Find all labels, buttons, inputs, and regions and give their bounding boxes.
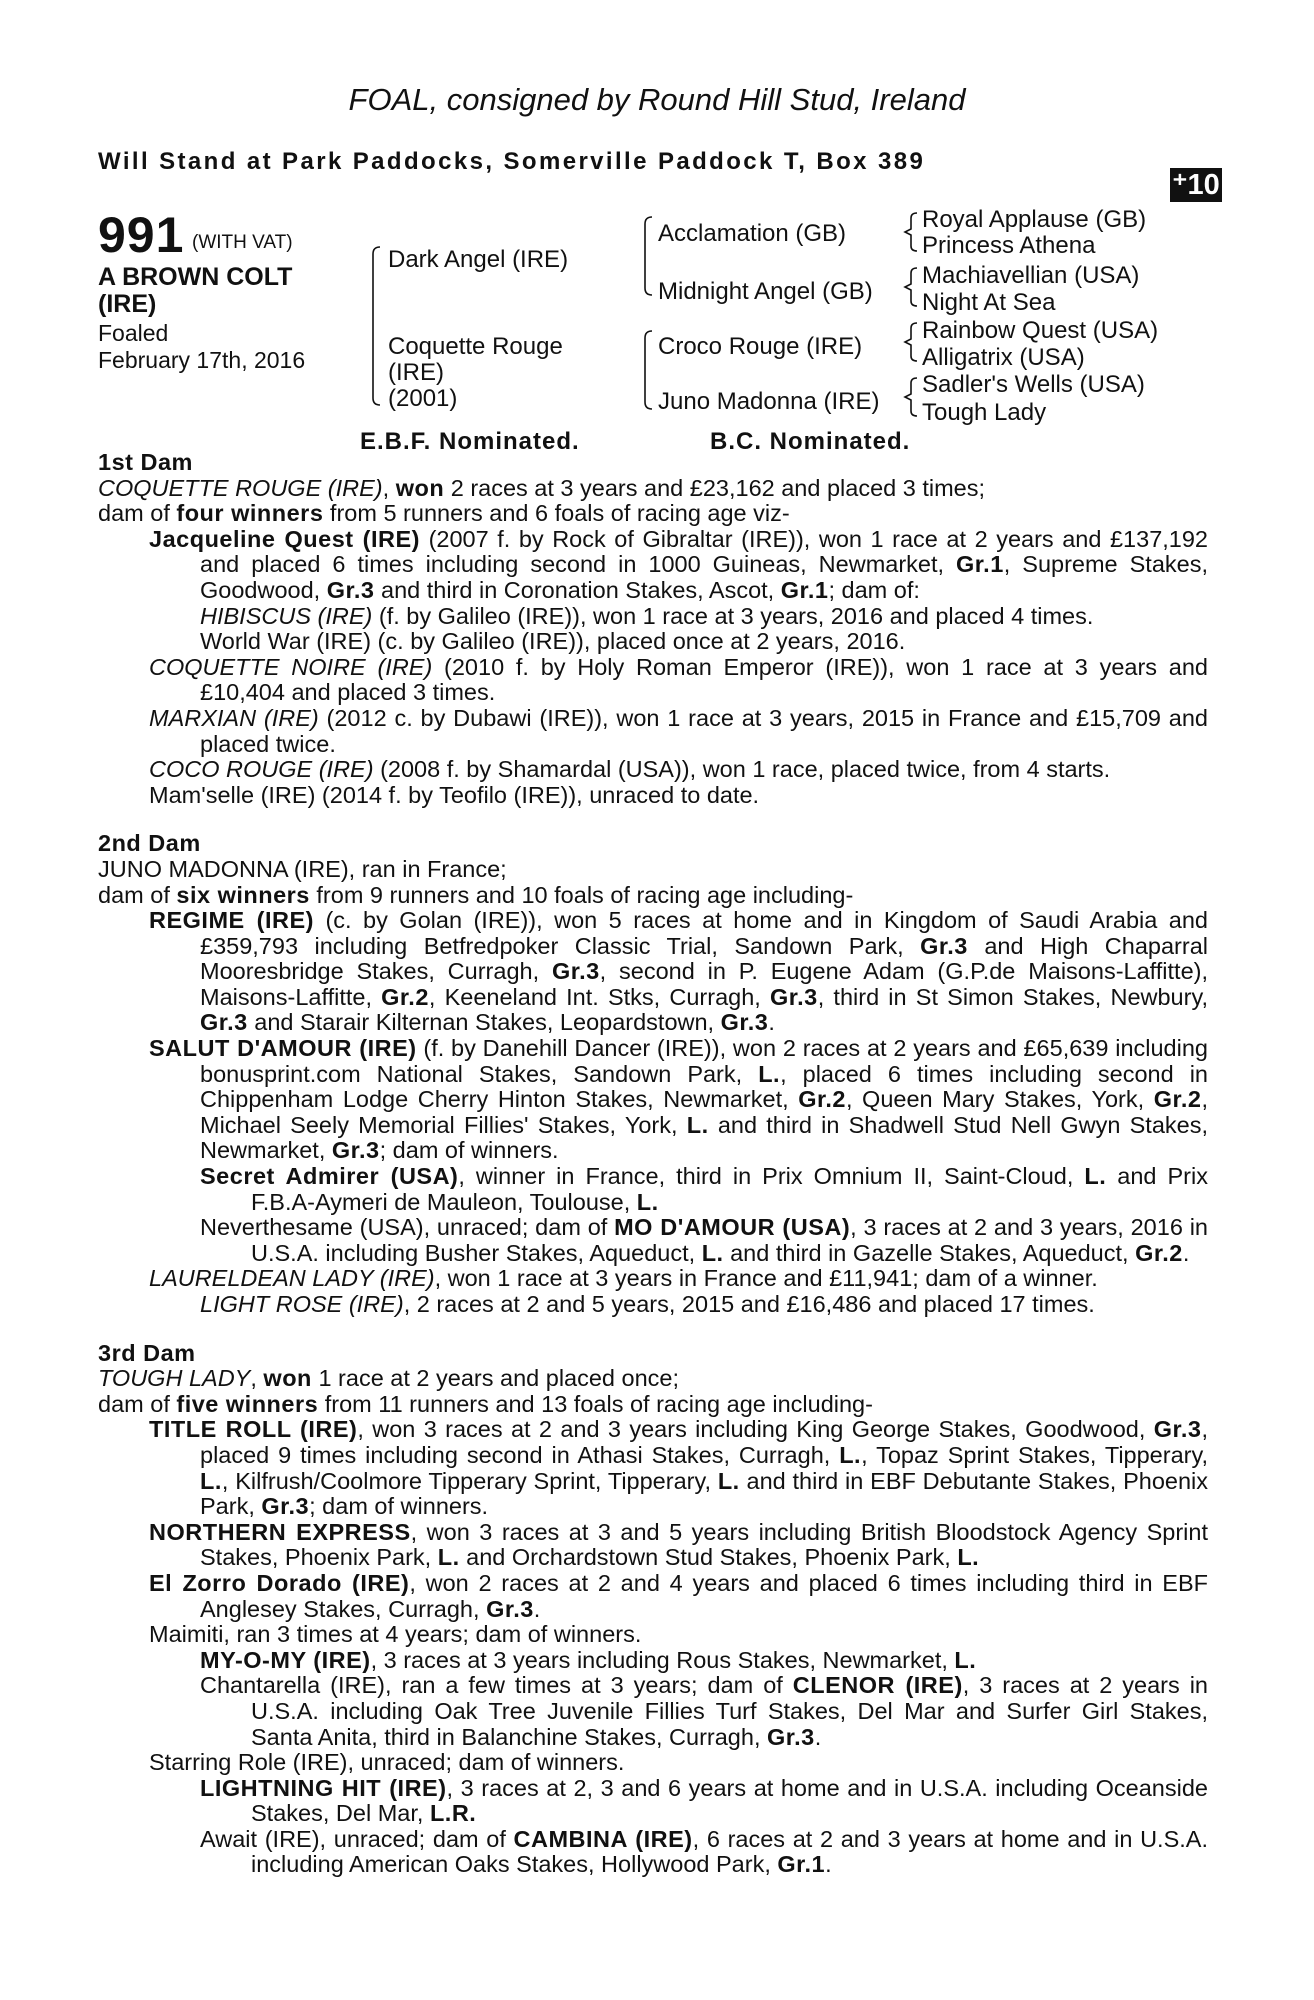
produce-record (98, 450, 1208, 1878)
lot-number: 991 (98, 207, 185, 263)
pedigree-ss-dam: Princess Athena (922, 232, 1096, 259)
progeny-regime: REGIME (IRE) (c. by Golan (IRE)), won 5 races at home and in Kingdom of Saudi Arabia and £359,793 including Betfredpoker Classic Trial, Sandown Park, Gr.3 and High Chaparral Mooresbridge Stakes, Curragh, Gr.3, second in P. Eugene Adam (G.P.de Maisons-Laffitte), Maisons-Laffitte, Gr.2, Keeneland Int. Stks, Curragh, Gr.3, third in St Simon Stakes, Newbury, Gr.3 and Starair Kilternan Stakes, Leopardstown, Gr.3. (149, 907, 1208, 1036)
pedigree-bracket-sire (640, 216, 654, 296)
progeny-light-rose: LIGHT ROSE (IRE), 2 races at 2 and 5 years, 2015 and £16,486 and placed 17 times. (200, 1291, 1095, 1317)
pedigree-ss-sire: Royal Applause (GB) (922, 206, 1147, 233)
pedigree-bracket-gen1 (368, 246, 382, 406)
pedigree-sd-dam: Night At Sea (922, 289, 1056, 316)
progeny-northern-express: NORTHERN EXPRESS, won 3 races at 3 and 5 years including British Bloodstock Agency Sprint Stakes, Phoenix Park, L. and Orchardstown Stud Stakes, Phoenix Park, L. (149, 1518, 1208, 1571)
progeny-coquette-noire: COQUETTE NOIRE (IRE) (2010 f. by Holy Roman Emperor (IRE)), won 1 race at 3 years and £10,404 and placed 3 times. (149, 653, 1208, 706)
progeny-chantarella: Chantarella (IRE), ran a few times at 3 years; dam of CLENOR (IRE), 3 races at 2 years in U.S.A. including Oak Tree Juvenile Fillies Turf Stakes, Del Mar and Surfer Girl Stakes, Santa Anita, third in Balanchine Stakes, Curragh, Gr.3. (200, 1672, 1208, 1750)
pedigree-sire-dam: Midnight Angel (GB) (658, 278, 873, 305)
progeny-hibiscus: HIBISCUS (IRE) (f. by Galileo (IRE)), won 1 race at 3 years, 2016 and placed 4 times. (200, 602, 1094, 629)
pedigree-dam-dam: Juno Madonna (IRE) (658, 388, 880, 415)
pedigree-sire: Dark Angel (IRE) (388, 246, 569, 273)
progeny-my-o-my: MY-O-MY (IRE), 3 races at 3 years including Rous Stakes, Newmarket, L. (200, 1646, 977, 1673)
second-dam-summary: JUNO MADONNA (IRE), ran in France; (98, 855, 507, 882)
second-dam-produce: dam of six winners from 9 runners and 10 foals of racing age including- (98, 881, 854, 908)
pedigree-dam-sire: Croco Rouge (IRE) (658, 333, 863, 360)
progeny-marxian: MARXIAN (IRE) (2012 c. by Dubawi (IRE)), won 1 race at 3 years, 2015 in France and £15,709 and placed twice. (149, 704, 1208, 757)
pedigree-bracket-dam (640, 330, 654, 410)
progeny-el-zorro-dorado: El Zorro Dorado (IRE), won 2 races at 2 and 4 years and placed 6 times including third in EBF Anglesey Stakes, Curragh, Gr.3. (149, 1569, 1208, 1622)
lot-description: A BROWN COLT (IRE) (98, 263, 293, 318)
progeny-secret-admirer: Secret Admirer (USA), winner in France, third in Prix Omnium II, Saint-Cloud, L. and Prix F.B.A-Aymeri de Mauleon, Toulouse, L. (200, 1163, 1208, 1215)
consignment-header: FOAL, consigned by Round Hill Stud, Ireland (348, 82, 966, 117)
progeny-world-war: World War (IRE) (c. by Galileo (IRE)), placed once at 2 years, 2016. (200, 628, 906, 655)
progeny-jacqueline-quest: Jacqueline Quest (IRE) (2007 f. by Rock of Gibraltar (IRE)), won 1 race at 2 years and £137,192 and placed 6 times including second in 1000 Guineas, Newmarket, Gr.1, Supreme Stakes, Goodwood, Gr.3 and third in Coronation Stakes, Ascot, Gr.1; dam of: (149, 525, 1209, 603)
pedigree-bracket-ss (902, 212, 918, 252)
progeny-neverthesame: Neverthesame (USA), unraced; dam of MO D'AMOUR (USA), 3 races at 2 and 3 years, 2016 in U.S.A. including Busher Stakes, Aqueduct, L. and third in Gazelle Stakes, Aqueduct, Gr.2. (200, 1214, 1208, 1266)
pedigree-sire-sire: Acclamation (GB) (658, 220, 847, 247)
progeny-await: Await (IRE), unraced; dam of CAMBINA (IRE), 6 races at 2 and 3 years at home and in U.S.A. including American Oaks Stakes, Hollywood Park, Gr.1. (200, 1825, 1208, 1878)
book-badge: ⁺10 (1170, 168, 1222, 202)
stand-location: Will Stand at Park Paddocks, Somerville Paddock T, Box 389 (98, 148, 926, 175)
pedigree-bracket-ds (902, 322, 918, 362)
progeny-maimiti: Maimiti, ran 3 times at 4 years; dam of winners. (149, 1621, 642, 1648)
first-dam-heading: 1st Dam (98, 449, 193, 475)
vat-note: (WITH VAT) (192, 232, 293, 253)
progeny-starring-role: Starring Role (IRE), unraced; dam of winners. (149, 1749, 625, 1776)
progeny-mamselle: Mam'selle (IRE) (2014 f. by Teofilo (IRE)), unraced to date. (149, 781, 760, 808)
first-dam-produce: dam of four winners from 5 runners and 6 foals of racing age viz- (98, 500, 790, 527)
bc-nominated: B.C. Nominated. (710, 428, 911, 455)
progeny-lightning-hit: LIGHTNING HIT (IRE), 3 races at 2, 3 and 6 years at home and in U.S.A. including Oceanside Stakes, Del Mar, L.R. (200, 1774, 1208, 1827)
first-dam-summary: COQUETTE ROUGE (IRE), won 2 races at 3 years and £23,162 and placed 3 times; (98, 474, 986, 501)
progeny-title-roll: TITLE ROLL (IRE), won 3 races at 2 and 3 years including King George Stakes, Goodwood, Gr.3, placed 9 times including second in Athasi Stakes, Curragh, L., Topaz Sprint Stakes, Tipperary, L., Kilfrush/Coolmore Tipperary Sprint, Tipperary, L. and third in EBF Debutante Stakes, Phoenix Park, Gr.3; dam of winners. (149, 1416, 1209, 1520)
pedigree-sd-sire: Machiavellian (USA) (922, 262, 1140, 289)
pedigree-dd-dam: Tough Lady (922, 399, 1047, 426)
pedigree-bracket-sd (902, 267, 918, 307)
pedigree-ds-sire: Rainbow Quest (USA) (922, 317, 1159, 344)
progeny-laureldean-lady: LAURELDEAN LADY (IRE), won 1 race at 3 years in France and £11,941; dam of a winner. (149, 1265, 1098, 1292)
foaled-info (98, 320, 358, 374)
third-dam-heading: 3rd Dam (98, 1339, 196, 1366)
pedigree-dam: Coquette Rouge (IRE) (2001) (388, 333, 563, 412)
pedigree-bracket-dd (902, 377, 918, 417)
foaled-date: February 17th, 2016 (98, 347, 306, 373)
ebf-nominated: E.B.F. Nominated. (360, 428, 580, 455)
foaled-label: Foaled (98, 320, 169, 346)
pedigree-dd-sire: Sadler's Wells (USA) (922, 371, 1145, 398)
progeny-coco-rouge: COCO ROUGE (IRE) (2008 f. by Shamardal (USA)), won 1 race, placed twice, from 4 starts. (149, 756, 1111, 783)
progeny-salut-damour: SALUT D'AMOUR (IRE) (f. by Danehill Dancer (IRE)), won 2 races at 2 years and £65,639 including bonusprint.com National Stakes, Sandown Park, L., placed 6 times including second in Chippenham Lodge Cherry Hinton Stakes, Newmarket, Gr.2, Queen Mary Stakes, York, Gr.2, Michael Seely Memorial Fillies' Stakes, York, L. and third in Shadwell Stud Nell Gwyn Stakes, Newmarket, Gr.3; dam of winners. (149, 1035, 1209, 1164)
third-dam-produce: dam of five winners from 11 runners and 13 foals of racing age including- (98, 1390, 873, 1417)
third-dam-summary: TOUGH LADY, won 1 race at 2 years and placed once; (98, 1365, 680, 1392)
second-dam-heading: 2nd Dam (98, 830, 201, 857)
pedigree-ds-dam: Alligatrix (USA) (922, 344, 1085, 371)
